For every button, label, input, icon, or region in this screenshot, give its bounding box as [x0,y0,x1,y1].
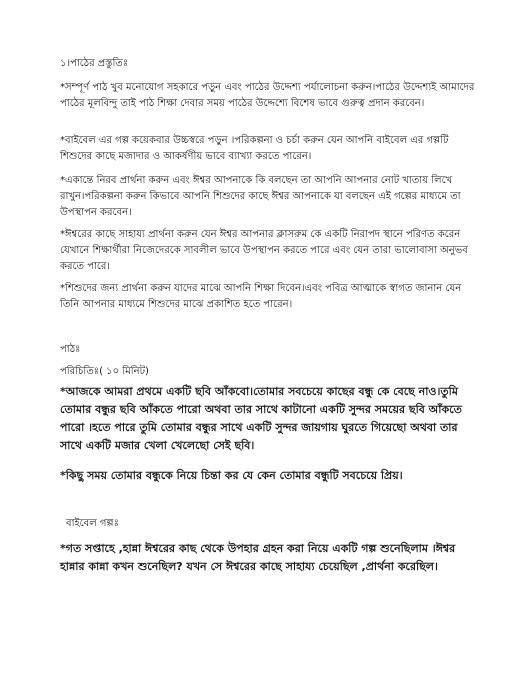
bible-story-heading: বাইবেল গল্পঃ [66,518,119,529]
preparation-paragraph-2: *বাইবেল এর গল্প কয়েকবার উচ্চস্বরে পড়ুন ।পরিকল্পনা ও চর্চা করুন যেন আপনি বাইবেল এর গল্পটি শিশুদের কাছে মজাদার ও আকর্ষণীয় ভাবে ব্যাখ্যা করতে পারেন। [60,135,449,162]
preparation-paragraph-4: *ঈশ্বরের কাছে সাহায্য প্রার্থনা করুন যেন ঈশ্বর আপনার ক্লাসরুম কে একটি নিরাপদ স্থানে পরিণত করেন যেখানে শিক্ষার্থীরা নিজেদেরকে সাবলীল ভাবে উপস্থাপন করতে পারে এবং যেন তারা ভালোবাসা অনুভব করতে পারে। [60,229,468,272]
section-heading-preparation: ১।পাঠের প্রস্তুতিঃ [60,58,129,69]
preparation-paragraph-3: *একান্তে নিরব প্রার্থনা করুন এবং ঈশ্বর আপনাকে কি বলছেন তা আপনি আপনার নোট খাতায় লিখে রাখুন।পরিকল্পনা করুন কিভাবে আপনি শিশুদের কাছে ঈশ্বর আপনাকে যা বলছেন এই গল্পের মাধ্যমে তা উপস্থাপন করবেন। [60,175,461,218]
preparation-paragraph-5: *শিশুদের জন্য প্রার্থনা করুন যাদের মাঝে আপনি শিক্ষা দিবেন।এবং পবিত্র আত্মাকে স্বাগত জানান যেন তিনি আপনার মাধ্যমে শিশুদের মাঝে প্রকাশিত হতে পারেন। [60,283,462,310]
introduction-heading: পরিচিতিঃ( ১০ মিনিট) [60,366,149,377]
preparation-paragraph-1: *সম্পূর্ণ পাঠ খুব মনোযোগ সহকারে পড়ুন এবং পাঠের উদ্দেশ্য পর্যালোচনা করুন।পাঠের উদ্দেশ্যই আমাদের পাঠের মূলবিন্দু তাই পাঠ শিক্ষা দেবার সময় পাঠের উদ্দেশ্যে বিশেষ ভাবে গুরুত্ব প্রদান করবেন। [60,82,475,109]
bible-story-paragraph: *গত সপ্তাহে ,হান্না ঈশ্বরের কাছ থেকে উপহার গ্রহন করা নিয়ে একটি গল্প শুনেছিলাম ।ঈশ্বর হান্নার কান্না কখন শুনেছিল? যখন সে ঈশ্বরের কাছে সাহায্য চেয়েছিল ,প্রার্থনা করেছিল। [60,542,456,573]
introduction-paragraph-2: *কিছু সময় তোমার বন্ধুকে নিয়ে চিন্তা কর যে কেন তোমার বন্ধুটি সবচেয়ে প্রিয়। [60,469,403,482]
lesson-heading: পাঠঃ [60,344,81,355]
introduction-paragraph-1: *আজকে আমরা প্রথমে একটি ছবি আঁকবো।তোমার সবচেয়ে কাছের বন্ধু কে বেছে নাও।তুমি তোমার বন্ধুর ছবি আঁকতে পারো অথবা তার সাথে কাটানো একটি সুন্দর সময়ের ছবি আঁকতে পারো ।হতে পারে তুমি তোমার বন্ধুর সাথে একটি সুন্দর জায়গায় ঘুরতে গিয়েছো অথবা তার সাথে একটি মজার খেলা খেলেছো সেই ছবি। [60,385,462,452]
